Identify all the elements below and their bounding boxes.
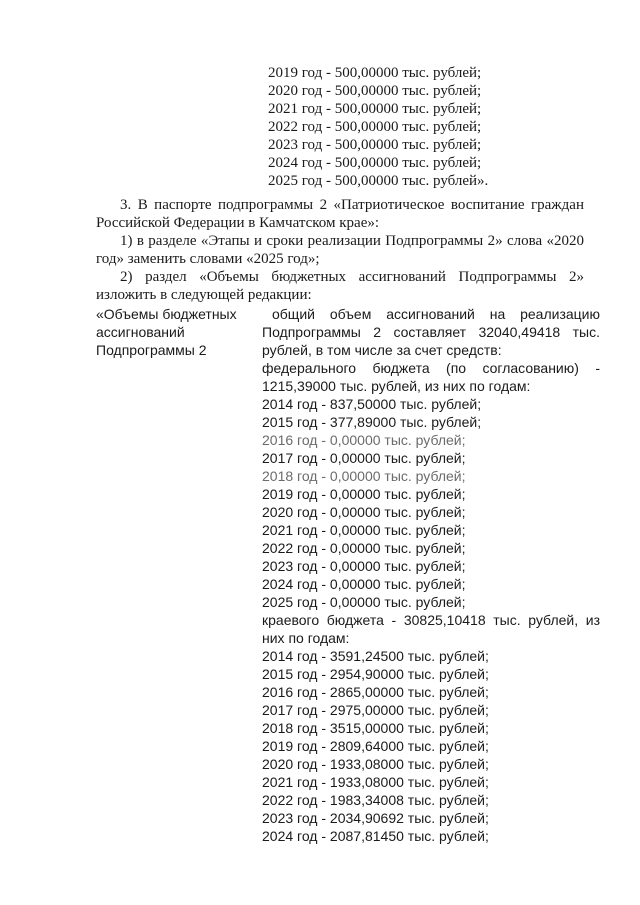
list-item: 2020 год - 500,00000 тыс. рублей; [268, 83, 482, 99]
table-right-content [262, 305, 600, 845]
list-item: 2024 год - 500,00000 тыс. рублей; [268, 155, 482, 171]
list-item: 2024 год - 0,00000 тыс. рублей; [262, 576, 466, 592]
list-item: 2020 год - 0,00000 тыс. рублей; [262, 504, 466, 520]
list-item: 2021 год - 1933,08000 тыс. рублей; [262, 774, 489, 790]
list-item: 2015 год - 2954,90000 тыс. рублей; [262, 666, 489, 682]
total-allocation-text: общий объем ассигнований на реализацию Подпрограммы 2 составляет 32040,49418 тыс. рублей, в том числе за счет средств: [262, 306, 600, 358]
paragraph-3 [96, 196, 584, 232]
list-item: 2017 год - 2975,00000 тыс. рублей; [262, 702, 489, 718]
regional-budget-heading: краевого бюджета - 30825,10418 тыс. рублей, из них по годам: [262, 612, 600, 646]
list-item: 2019 год - 0,00000 тыс. рублей; [262, 486, 466, 502]
paragraph-text: 3. В паспорте подпрограммы 2 «Патриотическое воспитание граждан Российской Федерации в Камчатском крае»: [96, 197, 584, 231]
paragraph-3-2 [96, 268, 584, 304]
list-item: 2025 год - 0,00000 тыс. рублей; [262, 594, 466, 610]
paragraph-text: 2) раздел «Объемы бюджетных ассигнований Подпрограммы 2» изложить в следующей редакции: [96, 269, 584, 303]
list-item: 2022 год - 500,00000 тыс. рублей; [268, 119, 482, 135]
list-item: 2023 год - 500,00000 тыс. рублей; [268, 137, 482, 153]
list-item: 2017 год - 0,00000 тыс. рублей; [262, 450, 466, 466]
regional-budget-list [262, 647, 600, 845]
list-item: 2018 год - 0,00000 тыс. рублей; [262, 468, 466, 484]
list-item: 2018 год - 3515,00000 тыс. рублей; [262, 720, 489, 736]
paragraph-3-1 [96, 232, 584, 268]
list-item: 2023 год - 0,00000 тыс. рублей; [262, 558, 466, 574]
list-item: 2021 год - 500,00000 тыс. рублей; [268, 101, 482, 117]
list-item: 2014 год - 3591,24500 тыс. рублей; [262, 648, 489, 664]
list-item: 2025 год - 500,00000 тыс. рублей». [268, 173, 489, 189]
list-item: 2024 год - 2087,81450 тыс. рублей; [262, 828, 489, 844]
list-item: 2021 год - 0,00000 тыс. рублей; [262, 522, 466, 538]
list-item: 2023 год - 2034,90692 тыс. рублей; [262, 810, 489, 826]
list-item: 2014 год - 837,50000 тыс. рублей; [262, 396, 482, 412]
list-item: 2020 год - 1933,08000 тыс. рублей; [262, 756, 489, 772]
list-item: 2022 год - 1983,34008 тыс. рублей; [262, 792, 489, 808]
list-item: 2016 год - 2865,00000 тыс. рублей; [262, 684, 489, 700]
federal-budget-heading: федерального бюджета (по согласованию) - 1215,39000 тыс. рублей, из них по годам: [262, 360, 600, 394]
list-item: 2022 год - 0,00000 тыс. рублей; [262, 540, 466, 556]
list-item: 2015 год - 377,89000 тыс. рублей; [262, 414, 482, 430]
federal-budget-list [262, 395, 600, 611]
paragraph-text: 1) в разделе «Этапы и сроки реализации Подпрограммы 2» слова «2020 год» заменить словами «2025 год»; [96, 233, 584, 267]
list-item: 2019 год - 2809,64000 тыс. рублей; [262, 738, 489, 754]
table-left-label: «Объемы бюджетных ассигнований Подпрограммы 2 [96, 306, 237, 358]
year-amounts-list [268, 64, 488, 190]
list-item: 2019 год - 500,00000 тыс. рублей; [268, 65, 482, 81]
list-item: 2016 год - 0,00000 тыс. рублей; [262, 432, 466, 448]
